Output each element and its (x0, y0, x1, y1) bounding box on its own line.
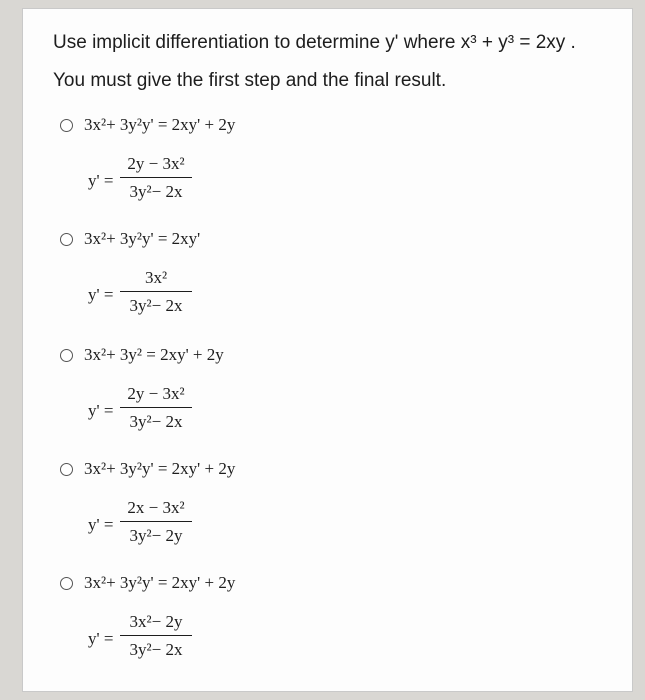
fraction-numerator: 2y − 3x² (127, 154, 185, 173)
radio-unchecked-icon[interactable] (60, 233, 73, 246)
question-equation: x³ + y³ = 2xy . (460, 32, 576, 53)
result-fraction (120, 383, 192, 433)
result-lhs: y' = (88, 171, 114, 190)
fraction-denominator: 3y²− 2x (129, 640, 183, 660)
option-first-step: 3x²+ 3y²y' = 2xy' + 2y (84, 459, 236, 478)
fraction-numerator: 3x² (144, 268, 168, 287)
result-lhs: y' = (88, 285, 114, 304)
result-fraction (120, 497, 192, 547)
result-lhs: y' = (88, 629, 114, 648)
result-fraction (120, 611, 192, 661)
fraction-bar (120, 291, 192, 292)
result-fraction (120, 153, 192, 203)
fraction-denominator: 3y²− 2x (129, 182, 183, 202)
fraction-denominator: 3y²− 2x (129, 296, 183, 316)
result-fraction (120, 267, 192, 317)
fraction-denominator: 3y²− 2y (129, 526, 183, 546)
question-instruction: You must give the first step and the final result. (53, 70, 447, 91)
result-lhs: y' = (88, 515, 114, 534)
question-text: Use implicit differentiation to determine y' where (53, 32, 456, 53)
fraction-bar (120, 521, 192, 522)
fraction-denominator: 3y²− 2x (129, 412, 183, 432)
fraction-numerator: 2x − 3x² (127, 498, 185, 517)
option-first-step: 3x²+ 3y²y' = 2xy' + 2y (84, 115, 236, 134)
fraction-bar (120, 635, 192, 636)
option-first-step: 3x²+ 3y²y' = 2xy' (84, 229, 201, 248)
question-card (22, 8, 633, 692)
question-prompt (53, 29, 576, 95)
result-lhs: y' = (88, 401, 114, 420)
radio-unchecked-icon[interactable] (60, 463, 73, 476)
fraction-bar (120, 177, 192, 178)
radio-unchecked-icon[interactable] (60, 119, 73, 132)
radio-unchecked-icon[interactable] (60, 349, 73, 362)
radio-unchecked-icon[interactable] (60, 577, 73, 590)
fraction-numerator: 3x²− 2y (129, 612, 183, 631)
fraction-numerator: 2y − 3x² (127, 384, 185, 403)
fraction-bar (120, 407, 192, 408)
option-first-step: 3x²+ 3y²y' = 2xy' + 2y (84, 573, 236, 592)
option-first-step: 3x²+ 3y² = 2xy' + 2y (84, 345, 224, 364)
